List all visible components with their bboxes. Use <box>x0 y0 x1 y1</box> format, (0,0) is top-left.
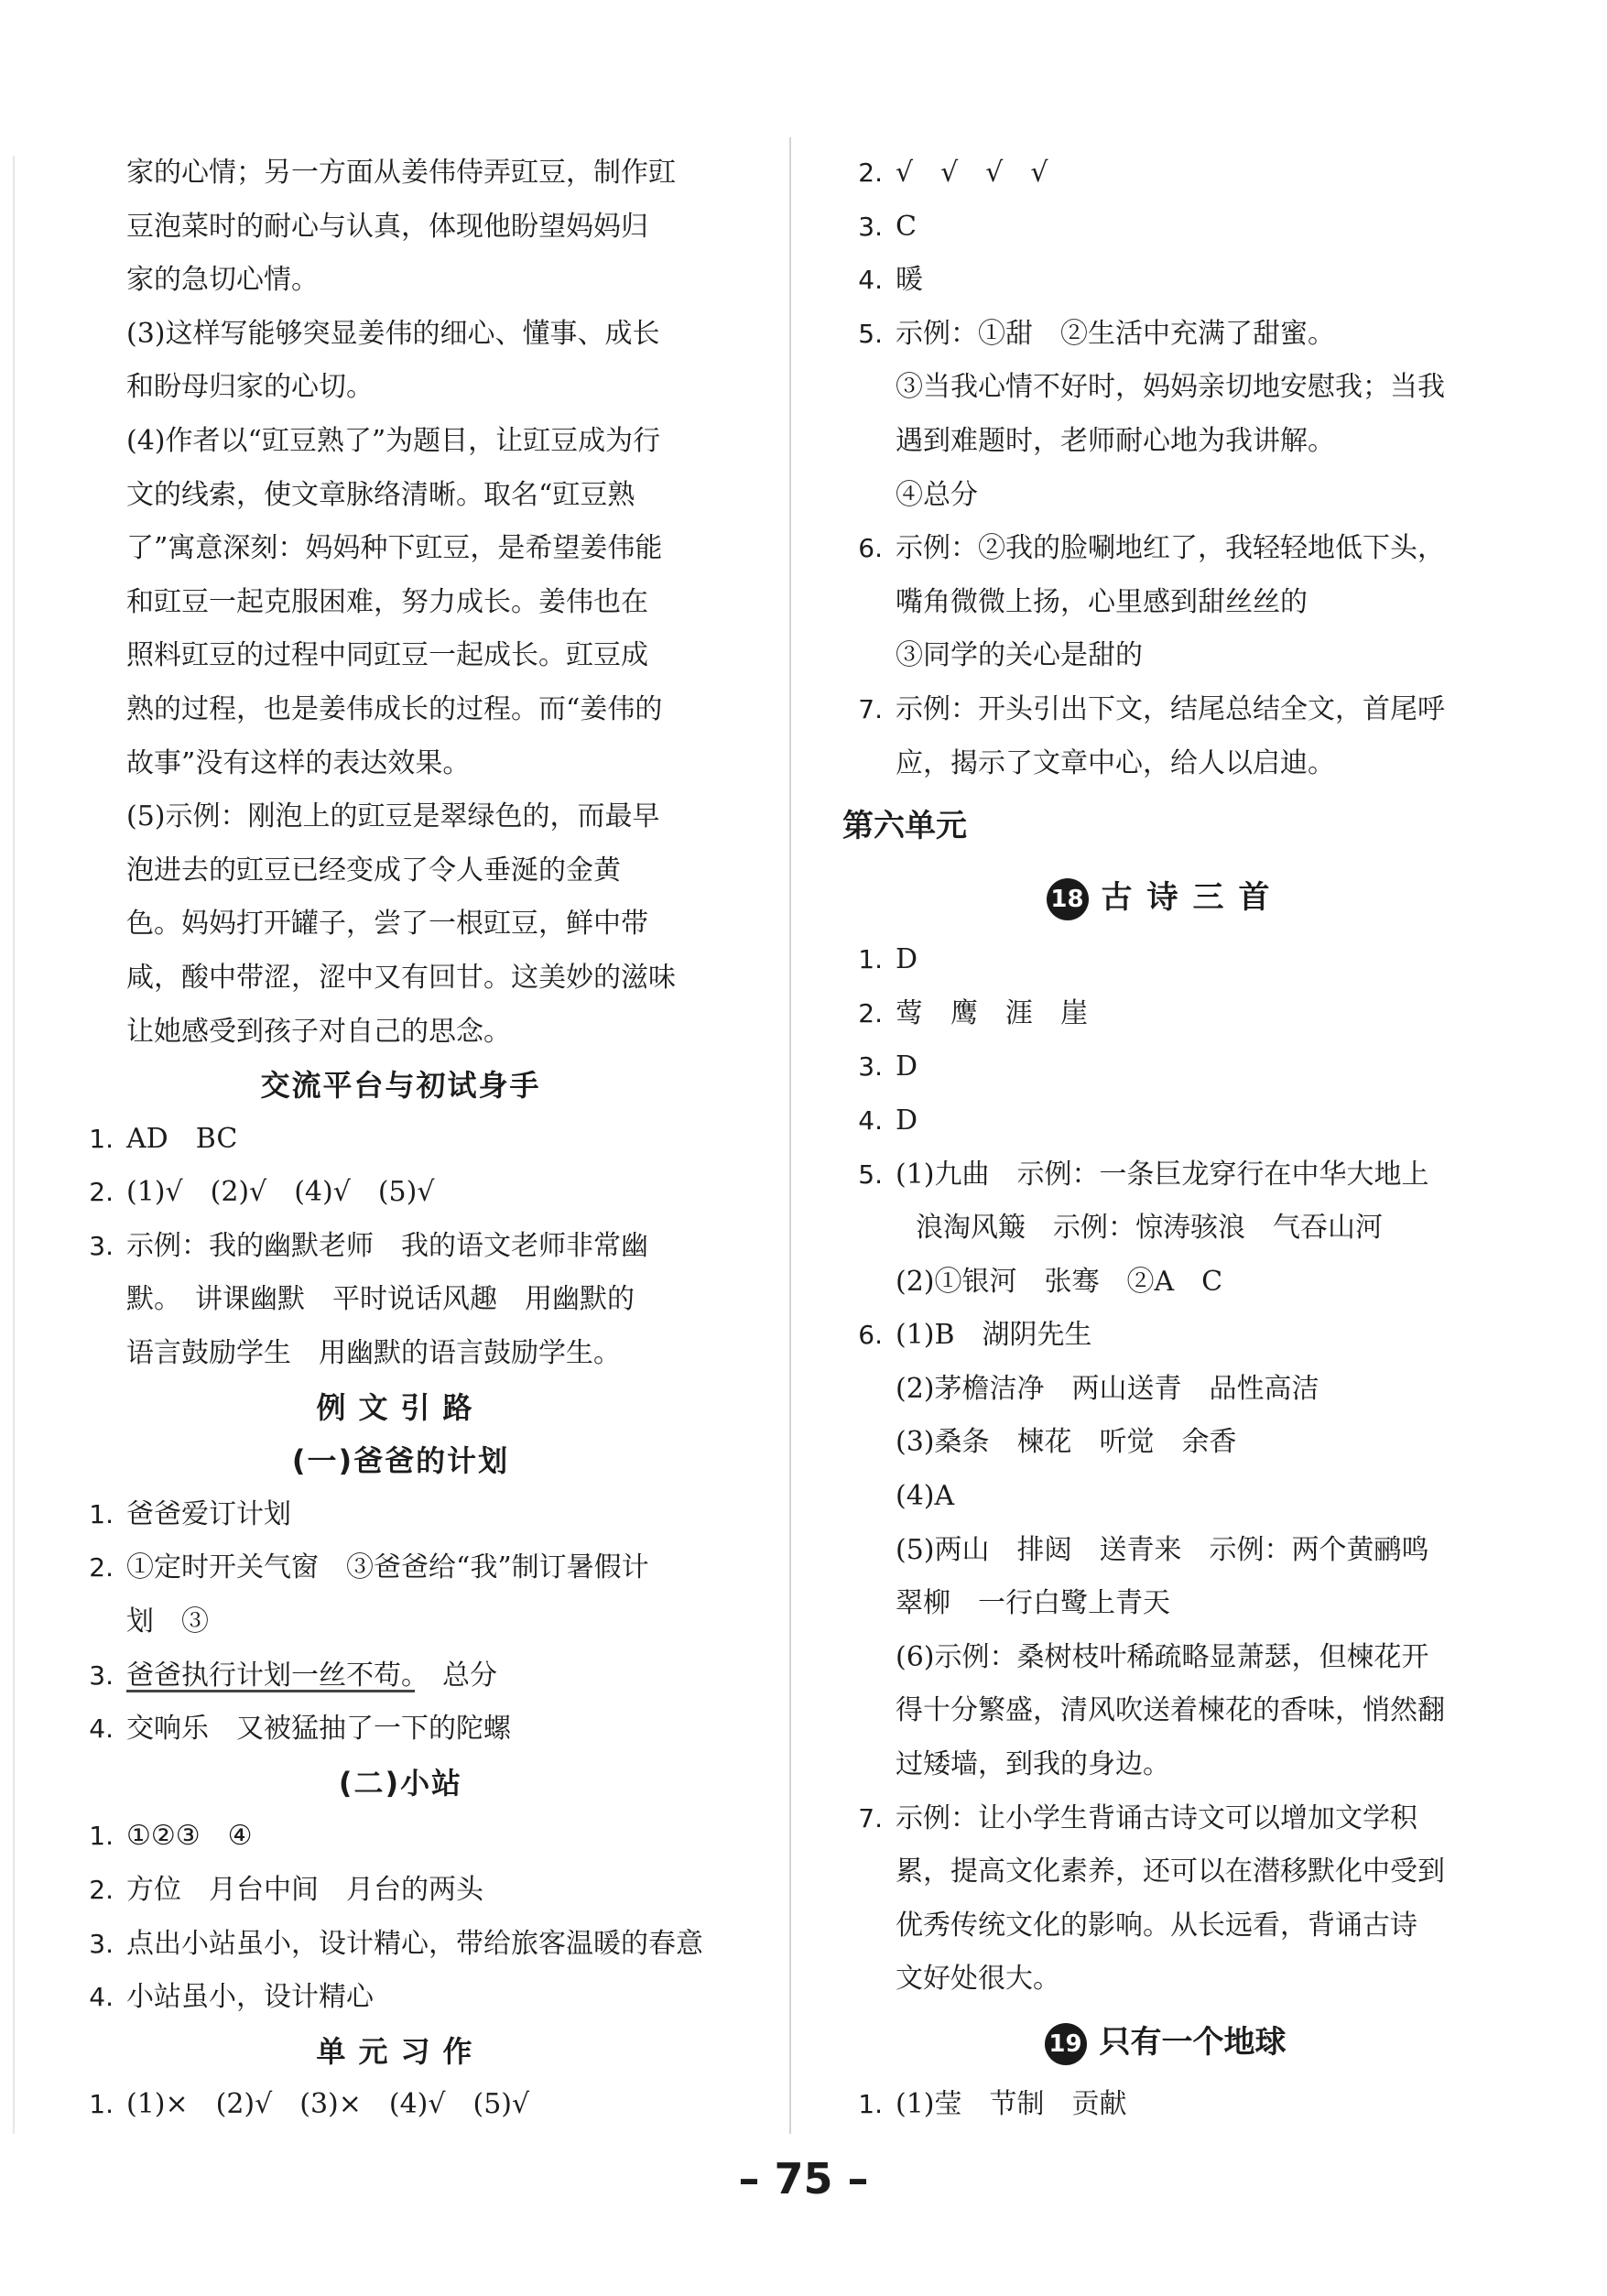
numbered-answer <box>73 1918 728 1972</box>
lesson-heading <box>842 2007 1488 2078</box>
numbered-answer <box>842 1148 1488 1202</box>
answer-text: 豆泡菜时的耐心与认真，体现他盼望妈妈归 <box>126 210 648 243</box>
answer-text: 翠柳 一行白鹭上青天 <box>896 1587 1170 1620</box>
numbered-answer <box>842 1094 1488 1148</box>
numbered-answer <box>842 987 1488 1041</box>
answer-line <box>842 469 1488 523</box>
answer-line <box>842 737 1488 791</box>
numbered-answer <box>73 1541 728 1595</box>
answer-line <box>73 737 728 791</box>
section-heading: (一)爸爸的计划 <box>291 1443 510 1479</box>
question-number: 1. <box>89 1821 114 1852</box>
answer-line <box>73 1006 728 1060</box>
numbered-answer <box>73 1649 728 1703</box>
answer-text: 示例：开头引出下文，结尾总结全文，首尾呼 <box>896 692 1445 725</box>
answer-text: ③当我心情不好时，妈妈亲切地安慰我；当我 <box>896 371 1445 404</box>
answer-line <box>73 683 728 737</box>
column-divider <box>789 137 791 2134</box>
answer-line <box>73 629 728 683</box>
numbered-answer <box>842 933 1488 987</box>
answer-text: (1)九曲 示例：一条巨龙穿行在中华大地上 <box>896 1158 1429 1191</box>
answer-line <box>73 576 728 630</box>
numbered-answer <box>842 308 1488 362</box>
answer-line <box>842 576 1488 630</box>
question-number: 4. <box>858 265 883 296</box>
answer-text: C <box>896 210 917 243</box>
right-column <box>842 147 1488 2132</box>
question-number: 4. <box>89 1982 114 2013</box>
lesson-title: 只有一个地球 <box>1099 2024 1287 2061</box>
answer-line <box>842 1470 1488 1524</box>
question-number: 3. <box>89 1659 114 1691</box>
answer-text: D <box>896 943 918 976</box>
numbered-answer <box>842 1309 1488 1363</box>
answer-text: (3)这样写能够突显姜伟的细心、懂事、成长 <box>126 317 660 350</box>
answer-line <box>842 1738 1488 1792</box>
question-number: 4. <box>89 1714 114 1745</box>
answer-line <box>842 1524 1488 1578</box>
answer-line <box>73 415 728 469</box>
answer-text: 示例：我的幽默老师 我的语文老师非常幽 <box>126 1229 648 1262</box>
numbered-answer <box>73 1220 728 1274</box>
question-number: 1. <box>89 1123 114 1154</box>
answer-text: 和豇豆一起克服困难，努力成长。姜伟也在 <box>126 585 648 618</box>
answer-text: 语言鼓励学生 用幽默的语言鼓励学生。 <box>126 1337 621 1370</box>
answer-text: 文的线索，使文章脉络清晰。取名“豇豆熟 <box>126 478 635 511</box>
answer-text: 过矮墙，到我的身边。 <box>896 1748 1170 1781</box>
section-heading: 例文引路 <box>316 1389 485 1425</box>
answer-text: 示例：让小学生背诵古诗文可以增加文学积 <box>896 1801 1417 1834</box>
answer-text: (1)莹 节制 贡献 <box>896 2088 1127 2120</box>
answer-text: (1)√ (2)√ (4)√ (5)√ <box>126 1176 435 1209</box>
answer-text: ③同学的关心是甜的 <box>896 639 1143 672</box>
answer-line <box>842 1845 1488 1899</box>
answer-text: 示例：②我的脸唰地红了，我轻轻地低下头， <box>896 532 1445 565</box>
section-heading: 单元习作 <box>316 2033 485 2069</box>
numbered-answer <box>842 2078 1488 2132</box>
question-number: 6. <box>858 1320 883 1351</box>
answer-text: ①定时开关气窗 ③爸爸给“我”制订暑假计 <box>126 1551 649 1584</box>
answer-text: 文好处很大。 <box>896 1963 1060 1996</box>
lesson-number-badge: 19 <box>1045 2023 1087 2065</box>
numbered-answer <box>842 683 1488 737</box>
answer-text: 爸爸执行计划一丝不苟。 <box>126 1659 415 1692</box>
answer-line <box>73 1595 728 1649</box>
question-number: 3. <box>89 1928 114 1959</box>
answer-line <box>842 629 1488 683</box>
answer-line <box>842 1953 1488 2007</box>
answer-text: 得十分繁盛，清风吹送着楝花的香味，悄然翻 <box>896 1694 1445 1727</box>
question-number: 6. <box>858 533 883 564</box>
answer-text: 了”寓意深刻：妈妈种下豇豆，是希望姜伟能 <box>126 532 663 565</box>
question-number: 1. <box>858 944 883 975</box>
answer-text: (5)示例：刚泡上的豇豆是翠绿色的，而最早 <box>126 800 660 833</box>
lesson-heading <box>842 862 1488 933</box>
question-number: 3. <box>89 1230 114 1261</box>
numbered-answer <box>73 1488 728 1542</box>
answer-text: 暖 <box>896 264 923 297</box>
answer-text: (4)作者以“豇豆熟了”为题目，让豇豆成为行 <box>126 424 661 457</box>
answer-line <box>842 1202 1488 1256</box>
answer-line <box>73 1327 728 1381</box>
answer-text: 累，提高文化素养，还可以在潜移默化中受到 <box>896 1855 1445 1888</box>
numbered-answer <box>842 1792 1488 1846</box>
answer-line <box>842 361 1488 415</box>
answer-line <box>73 201 728 255</box>
answer-line <box>842 1631 1488 1685</box>
answer-text: (2)茅檐洁净 两山送青 品性高洁 <box>896 1372 1319 1405</box>
question-number: 2. <box>89 1552 114 1583</box>
numbered-answer <box>73 1113 728 1167</box>
numbered-answer <box>73 2078 728 2132</box>
answer-line <box>73 844 728 898</box>
answer-text: ①②③ ④ <box>126 1820 253 1853</box>
answer-text: 故事”没有这样的表达效果。 <box>126 746 471 779</box>
section-heading: (二)小站 <box>338 1765 463 1801</box>
answer-text: 家的急切心情。 <box>126 264 319 297</box>
question-number: 5. <box>858 318 883 349</box>
answer-text: 和盼母归家的心切。 <box>126 371 374 404</box>
numbered-answer <box>842 522 1488 576</box>
numbered-answer <box>842 1040 1488 1094</box>
answer-text: 嘴角微微上扬，心里感到甜丝丝的 <box>896 585 1308 618</box>
numbered-answer <box>842 147 1488 201</box>
question-number: 5. <box>858 1159 883 1190</box>
lesson-number-badge: 18 <box>1047 878 1089 920</box>
answer-line <box>73 522 728 576</box>
answer-text: ④总分 <box>896 478 978 511</box>
answer-text: 爸爸爱订计划 <box>126 1497 291 1530</box>
answer-line <box>842 1416 1488 1470</box>
answer-line <box>73 898 728 952</box>
answer-text: 照料豇豆的过程中同豇豆一起成长。豇豆成 <box>126 639 648 672</box>
answer-text: 小站虽小，设计精心 <box>126 1981 374 2014</box>
answer-line <box>842 415 1488 469</box>
answer-line <box>842 1899 1488 1953</box>
numbered-answer <box>73 1810 728 1864</box>
unit-heading: 第六单元 <box>842 808 967 845</box>
answer-line <box>842 1684 1488 1738</box>
page-edge-line <box>13 156 15 2134</box>
answer-text: D <box>896 1104 918 1137</box>
question-number: 2. <box>89 1177 114 1208</box>
numbered-answer <box>73 1703 728 1757</box>
answer-text: (1)× (2)√ (3)× (4)√ (5)√ <box>126 2088 530 2121</box>
answer-line <box>73 1273 728 1327</box>
answer-text: D <box>896 1050 918 1083</box>
answer-text: 咸，酸中带涩，涩中又有回甘。这美妙的滋味 <box>126 961 676 994</box>
answer-text-extra: 总分 <box>415 1659 497 1692</box>
answer-text: (6)示例：桑树枝叶稀疏略显萧瑟，但楝花开 <box>896 1640 1429 1673</box>
answer-line <box>842 1363 1488 1417</box>
answer-text: √ √ √ √ <box>896 157 1048 189</box>
answer-text: (4)A <box>896 1480 955 1513</box>
answer-text: 交响乐 又被猛抽了一下的陀螺 <box>126 1713 511 1746</box>
answer-text: AD BC <box>126 1122 238 1155</box>
left-column <box>73 147 728 2132</box>
numbered-answer <box>73 1166 728 1220</box>
numbered-answer <box>842 254 1488 308</box>
answer-text: 遇到难题时，老师耐心地为我讲解。 <box>896 424 1335 457</box>
answer-text: 示例：①甜 ②生活中充满了甜蜜。 <box>896 317 1335 350</box>
question-number: 3. <box>858 211 883 242</box>
answer-text: 让她感受到孩子对自己的思念。 <box>126 1015 511 1048</box>
numbered-answer <box>73 1971 728 2025</box>
answer-line <box>73 254 728 308</box>
answer-line <box>73 952 728 1006</box>
answer-text: 泡进去的豇豆已经变成了令人垂涎的金黄 <box>126 854 621 887</box>
answer-text: (5)两山 排闼 送青来 示例：两个黄鹂鸣 <box>896 1533 1429 1566</box>
answer-text: 点出小站虽小，设计精心，带给旅客温暖的春意 <box>126 1927 703 1960</box>
answer-line <box>73 361 728 415</box>
answer-line <box>842 1256 1488 1310</box>
numbered-answer <box>73 1864 728 1918</box>
answer-line <box>73 308 728 362</box>
section-heading: 交流平台与初试身手 <box>260 1068 541 1104</box>
numbered-answer <box>842 201 1488 255</box>
answer-text: (3)桑条 楝花 听觉 余香 <box>896 1426 1237 1459</box>
question-number: 3. <box>858 1051 883 1083</box>
answer-text: (1)B 湖阴先生 <box>896 1319 1092 1352</box>
answer-text: 优秀传统文化的影响。从长远看，背诵古诗 <box>896 1909 1417 1942</box>
lesson-title: 古诗三首 <box>1101 879 1285 917</box>
question-number: 1. <box>89 1498 114 1529</box>
answer-text: 划 ③ <box>126 1605 209 1638</box>
answer-text: 方位 月台中间 月台的两头 <box>126 1874 483 1906</box>
question-number: 2. <box>858 158 883 188</box>
question-number: 1. <box>858 2089 883 2119</box>
question-number: 4. <box>858 1104 883 1136</box>
page-number: – 75 – <box>738 2154 869 2204</box>
answer-text: (2)①银河 张骞 ②A C <box>896 1265 1223 1298</box>
answer-line <box>73 469 728 523</box>
question-number: 7. <box>858 693 883 724</box>
answer-text: 色。妈妈打开罐子，尝了一根豇豆，鲜中带 <box>126 908 648 941</box>
answer-text: 熟的过程，也是姜伟成长的过程。而“姜伟的 <box>126 692 663 725</box>
question-number: 7. <box>858 1802 883 1834</box>
question-number: 2. <box>858 997 883 1028</box>
answer-text: 浪淘风簸 示例：惊涛骇浪 气吞山河 <box>916 1212 1383 1245</box>
answer-line <box>842 1577 1488 1631</box>
answer-text: 默。 讲课幽默 平时说话风趣 用幽默的 <box>126 1283 635 1316</box>
answer-text: 应，揭示了文章中心，给人以启迪。 <box>896 746 1335 779</box>
question-number: 2. <box>89 1875 114 1905</box>
question-number: 1. <box>89 2089 114 2120</box>
answer-text: 莺 鹰 涯 崖 <box>896 996 1088 1029</box>
answer-text: 家的心情；另一方面从姜伟侍弄豇豆，制作豇 <box>126 157 676 189</box>
answer-line <box>73 790 728 844</box>
answer-line <box>73 147 728 201</box>
